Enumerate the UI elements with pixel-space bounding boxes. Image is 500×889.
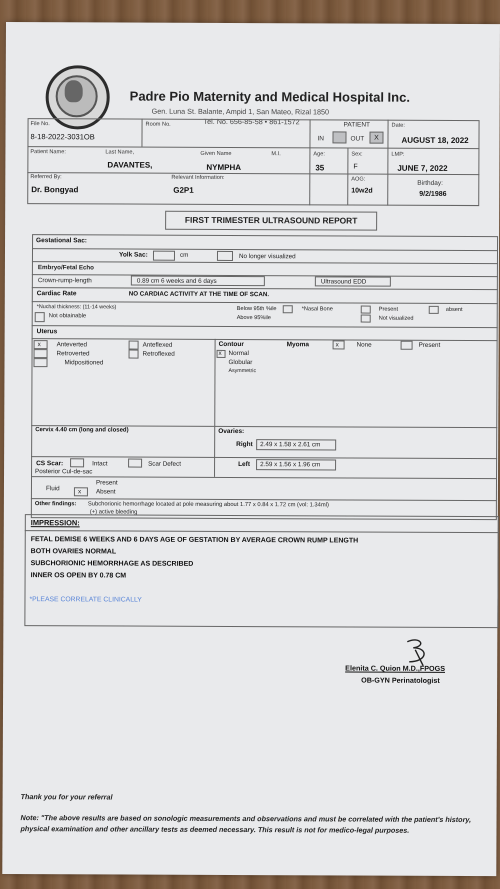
myoma-present-checkbox[interactable] <box>401 341 413 350</box>
anteverted-mark: x <box>37 341 41 349</box>
fluid-absent-label: Absent <box>95 488 116 496</box>
nasal-present-checkbox[interactable] <box>361 306 371 314</box>
given-name-label: Given Name <box>200 150 232 157</box>
doctor-name: Elenita C. Quion M.D.,FPOGS <box>345 663 446 673</box>
age-label: Age: <box>313 151 325 158</box>
file-no-value: 8-18-2022-3031OB <box>30 132 95 142</box>
impression-line-2: BOTH OVARIES NORMAL <box>30 548 117 556</box>
nasal-absent-label: absent <box>445 306 463 313</box>
intact-label: Intact <box>92 460 108 468</box>
edd-label: Ultrasound EDD <box>320 278 367 286</box>
hospital-address: Gen. Luna St. Balante, Ampid 1, San Mateo, Rizal 1850 <box>151 106 330 117</box>
relevant-info-value: G2P1 <box>173 185 194 195</box>
mi-label: M.I. <box>271 151 281 158</box>
nasal-present-label: Present <box>378 306 399 313</box>
ovaries-label: Ovaries: <box>218 427 245 436</box>
retroverted-label: Retroverted <box>56 350 90 358</box>
birthday-value: 9/2/1986 <box>419 190 447 198</box>
crl-label: Crown-rump-length <box>37 277 92 285</box>
anteflexed-label: Anteflexed <box>142 341 173 349</box>
patient-name-label: Patient Name: <box>30 149 66 156</box>
impression-line-3: SUBCHORIONIC HEMORRHAGE AS DESCRIBED <box>30 560 194 568</box>
nasal-bone-label: *Nasal Bone <box>301 306 333 313</box>
in-checkbox[interactable] <box>332 131 346 143</box>
left-ovary-label: Left <box>238 461 251 469</box>
normal-label: Normal <box>228 349 249 358</box>
intact-checkbox[interactable] <box>70 458 84 467</box>
gestational-sac-label: Gestational Sac: <box>36 237 87 245</box>
impression-line-1: FETAL DEMISE 6 WEEKS AND 6 DAYS AGE OF GESTATION BY AVERAGE CROWN RUMP LENGTH <box>30 536 359 545</box>
impression-line-4: INNER OS OPEN BY 0.78 CM <box>30 572 127 580</box>
normal-mark: x <box>218 349 222 357</box>
correlate-note: *PLEASE CORRELATE CLINICALLY <box>29 596 142 604</box>
patient-info-box <box>27 118 479 206</box>
sex-label: Sex: <box>351 151 363 158</box>
patient-label: PATIENT <box>343 121 371 129</box>
room-no-label: Room No. <box>145 121 171 128</box>
date-label: Date: <box>391 122 405 129</box>
yolk-sac-box <box>153 251 175 261</box>
impression-label: IMPRESSION: <box>30 518 80 528</box>
fluid-present-label: Present <box>95 479 118 487</box>
fluid-label: Fluid <box>45 485 60 493</box>
lmp-value: JUNE 7, 2022 <box>397 163 448 173</box>
yolk-sac-label: Yolk Sac: <box>118 251 148 259</box>
other-findings-label: Other findings: <box>34 501 77 508</box>
yolk-sac-not-visualized: No longer visualized <box>238 253 296 261</box>
nuchal-thickness-label: *Nuchal thickness: (11-14 weeks) <box>36 304 117 311</box>
ultrasound-report-paper <box>2 22 500 876</box>
cervix-label: Cervix 4.40 cm (long and closed) <box>35 427 129 434</box>
aog-value: 10w2d <box>351 187 373 195</box>
cardiac-rate-label: Cardiac Rate <box>36 290 77 298</box>
cardiac-rate-value: NO CARDIAC ACTIVITY AT THE TIME OF SCAN. <box>128 290 270 299</box>
below-95-checkbox[interactable] <box>283 305 293 313</box>
above-95-label: Above 95%ile <box>236 315 271 322</box>
nasal-not-visualized-checkbox[interactable] <box>361 315 371 323</box>
out-checkbox[interactable]: X <box>369 132 383 144</box>
retroflexed-label: Retroflexed <box>142 350 175 358</box>
myoma-none-mark: x <box>335 341 339 349</box>
lmp-label: LMP: <box>391 151 405 158</box>
date-value: AUGUST 18, 2022 <box>401 135 469 146</box>
embryo-label: Embryo/Fetal Echo <box>37 264 94 272</box>
disclaimer-note: Note: "The above results are based on sonologic measurements and observations and must be correlated with the patient's history, physical examination and other ancillary tests as deemed necessary. This result is not for medico-legal purposes. <box>20 813 472 835</box>
anteverted-label: Anteverted <box>56 341 88 349</box>
nuchal-checkbox[interactable] <box>35 312 45 322</box>
thank-you-note: Thank you for your referral <box>20 792 113 802</box>
last-name-value: DAVANTES, <box>107 160 153 170</box>
hospital-telephone: Tel. No. 656-85-58 • 861-1572 <box>203 116 300 127</box>
anteflexed-checkbox[interactable] <box>129 341 139 350</box>
last-name-label: Last Name, <box>105 149 135 156</box>
left-ovary-value: 2.59 x 1.56 x 1.96 cm <box>260 461 321 469</box>
retroverted-checkbox[interactable] <box>34 349 48 358</box>
right-ovary-label: Right <box>236 441 253 449</box>
uterus-label: Uterus <box>36 328 58 336</box>
asymmetric-label: Asymmetric <box>228 367 257 375</box>
myoma-none-label: None <box>356 341 372 349</box>
other-findings-value: Subchorionic hemorrhage located at pole measuring about 1.77 x 0.84 x 1.72 cm (vol: 1.34ml) <box>87 501 329 509</box>
yolk-sac-checkbox[interactable] <box>217 251 233 261</box>
midpositioned-checkbox[interactable] <box>33 358 47 367</box>
right-ovary-value: 2.49 x 1.58 x 2.61 cm <box>260 441 321 449</box>
myoma-present-label: Present <box>418 341 441 349</box>
relevant-info-label: Relevant Information: <box>171 174 225 181</box>
in-label: IN <box>317 135 325 143</box>
not-obtainable: Not obtainable <box>48 313 87 320</box>
yolk-sac-unit: cm <box>179 251 189 259</box>
out-label: OUT <box>350 135 365 143</box>
aog-label: AOG: <box>351 176 366 183</box>
globular-label: Globular <box>228 358 253 367</box>
nasal-absent-checkbox[interactable] <box>429 306 439 314</box>
given-name-value: NYMPHA <box>206 162 242 173</box>
file-no-label: File No. <box>30 121 50 128</box>
crl-value: 0.89 cm 6 weeks and 6 days <box>136 277 217 285</box>
below-95-label: Below 95th %ile <box>236 306 277 313</box>
age-value: 35 <box>315 163 325 173</box>
doctor-title: OB-GYN Perinatologist <box>361 675 440 685</box>
hospital-name: Padre Pio Maternity and Medical Hospital Inc. <box>129 88 411 105</box>
sex-value: F <box>353 163 358 171</box>
active-bleeding: (+) active bleeding <box>89 509 138 516</box>
fluid-absent-mark: x <box>77 488 82 496</box>
midpositioned-label: Midpositioned <box>64 359 104 367</box>
scar-defect-label: Scar Defect <box>148 460 181 468</box>
nasal-not-visualized-label: Not visualized <box>378 315 414 322</box>
posterior-cul-de-sac-label: Posterior Cul-de-sac <box>35 468 93 476</box>
contour-label: Contour <box>218 340 244 349</box>
referred-by-value: Dr. Bongyad <box>31 185 79 195</box>
referred-by-label: Referred By: <box>30 174 62 181</box>
report-title: FIRST TRIMESTER ULTRASOUND REPORT <box>184 214 358 226</box>
cs-scar-label: CS Scar: <box>36 460 64 468</box>
retroflexed-checkbox[interactable] <box>129 350 139 359</box>
scar-defect-checkbox[interactable] <box>128 459 142 468</box>
myoma-label: Myoma <box>286 341 310 349</box>
birthday-label: Birthday: <box>417 179 443 187</box>
